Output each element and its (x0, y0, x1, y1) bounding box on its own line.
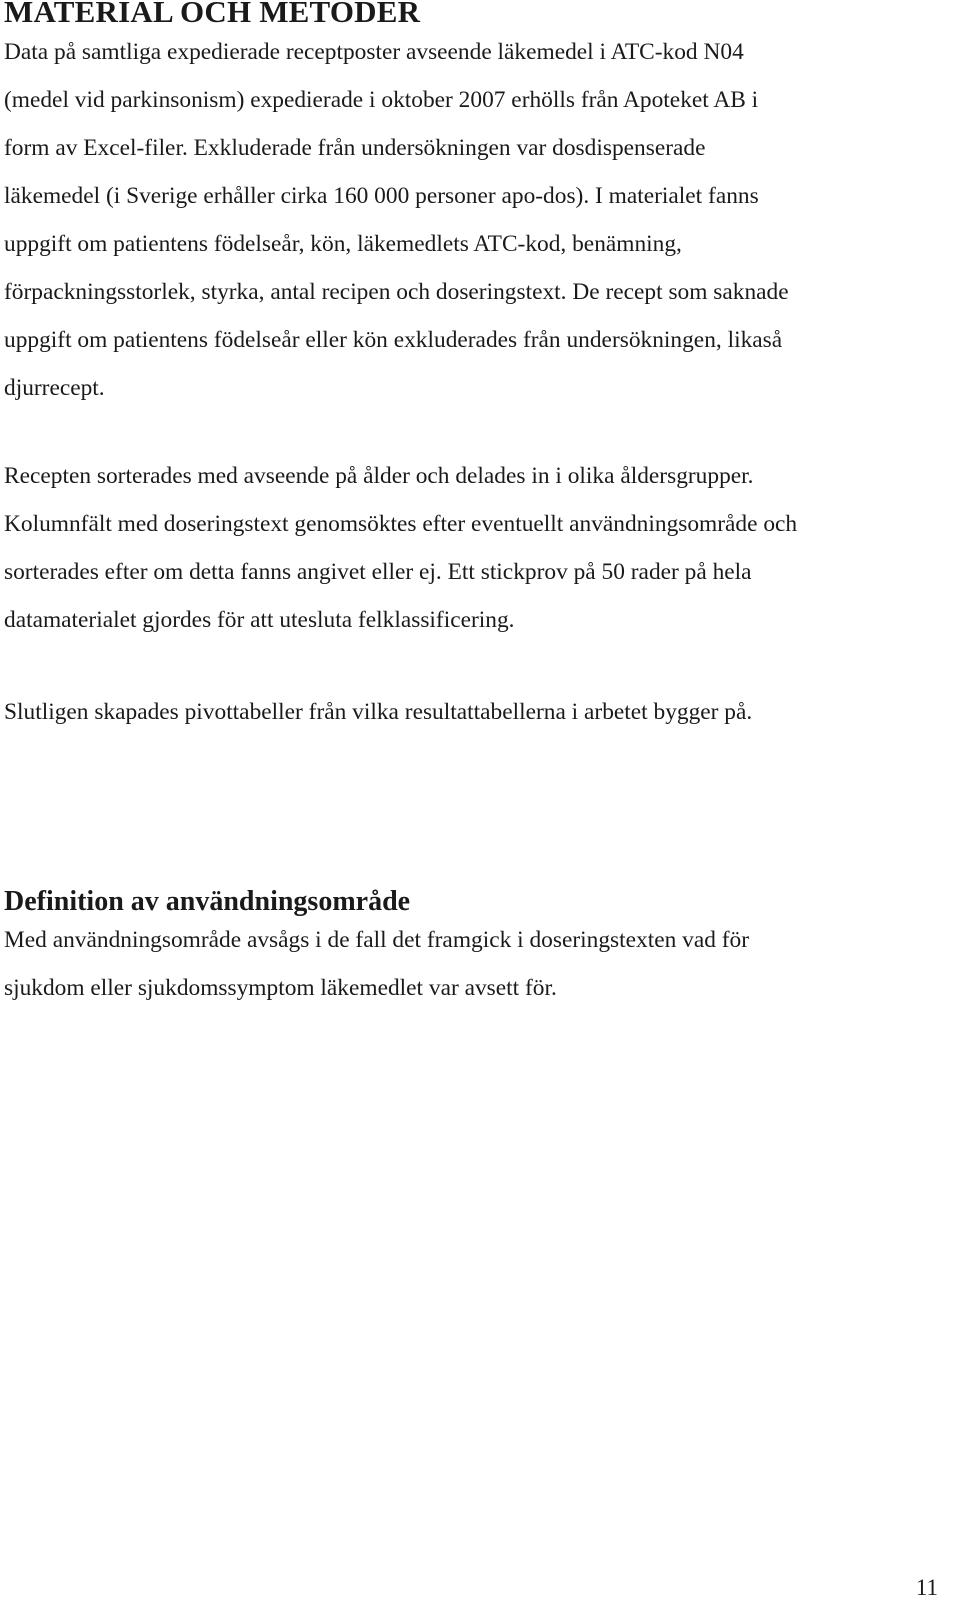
subsection-title: Definition av användningsområde (4, 886, 411, 917)
paragraph-sorting: Recepten sorterades med avseende på ålder och delades in i olika åldersgrupper. Kolumnfält med doseringstext genomsöktes efter eventuellt användningsområde och sorterades efter om detta fanns angivet eller ej. Ett stickprov på 50 rader på hela datamaterialet gjordes för att utesluta felklassificering. (4, 463, 798, 633)
paragraph-definition: Med användningsområde avsågs i de fall det framgick i doseringstexten vad för sjukdom eller sjukdomssymptom läkemedlet var avsett för. (4, 927, 750, 1001)
page-number: 11 (915, 1575, 938, 1600)
section-title: MATERIAL OCH METODER (4, 0, 421, 29)
paragraph-data-source: Data på samtliga expedierade receptposter avseende läkemedel i ATC-kod N04 (medel vid parkinsonism) expedierade i oktober 2007 erhölls från Apoteket AB i form av Excel-filer. Exkluderade från undersökningen var dosdispenserade läkemedel (i Sverige erhåller cirka 160 000 personer apo-dos). I materialet fanns uppgift om patientens födelseår, kön, läkemedlets ATC-kod, benämning, förpackningsstorlek, styrka, antal recipen och doseringstext. De recept som saknade uppgift om patientens födelseår eller kön exkluderades från undersökningen, likaså djurrecept. (4, 39, 789, 401)
paragraph-pivot-tables: Slutligen skapades pivottabeller från vilka resultattabellerna i arbetet bygger på. (4, 699, 753, 725)
